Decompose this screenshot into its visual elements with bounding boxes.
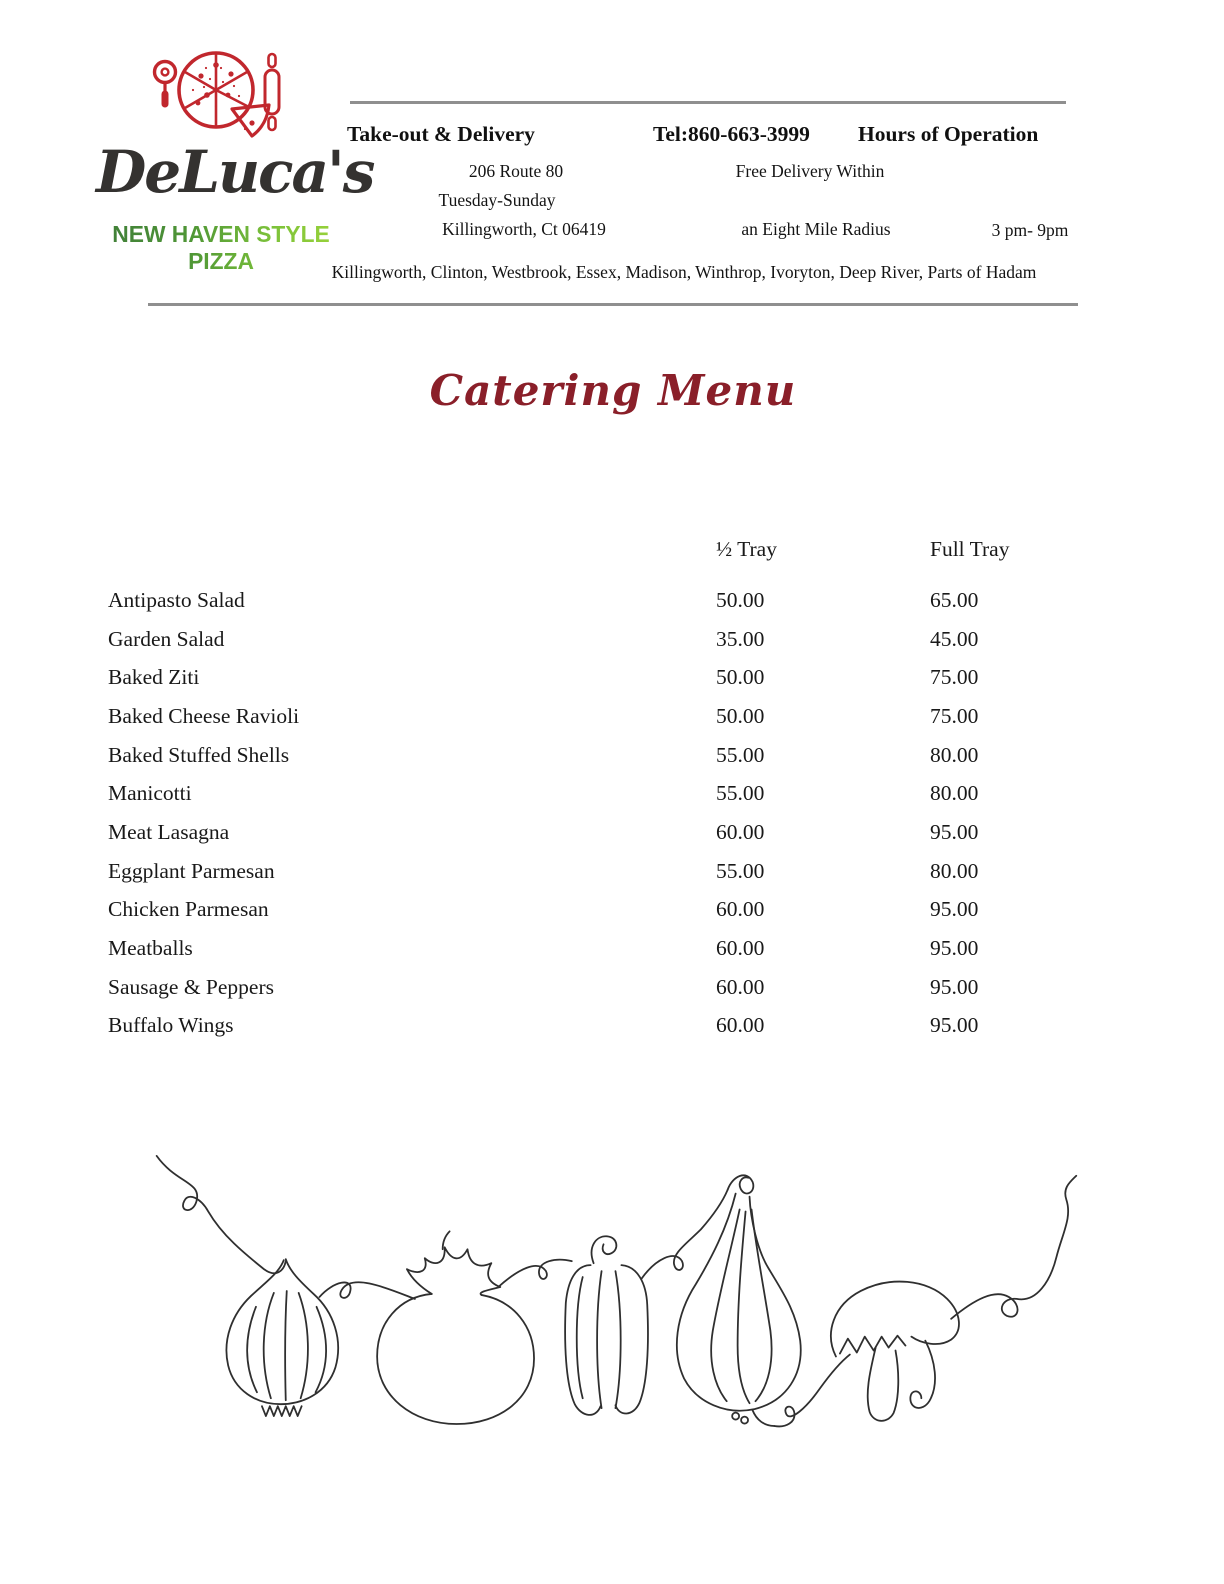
menu-item-name: Meatballs — [108, 936, 193, 961]
table-row — [108, 1007, 1024, 1046]
squiggle-pepper-onion — [641, 1190, 727, 1279]
bell-pepper-drawing — [565, 1236, 648, 1415]
table-row — [108, 968, 1024, 1007]
garlic-drawing — [226, 1259, 338, 1416]
brand-tagline: NEW HAVEN STYLE PIZZA — [94, 221, 348, 275]
table-row — [108, 852, 1024, 891]
mushroom-drawing — [831, 1282, 959, 1421]
menu-item-half-tray-price: 50.00 — [716, 587, 765, 612]
menu-item-full-tray-price: 45.00 — [930, 626, 979, 651]
onion-drawing — [677, 1175, 801, 1426]
menu-item-half-tray-price: 60.00 — [716, 1013, 765, 1038]
menu-item-half-tray-price: 55.00 — [716, 742, 765, 767]
table-header-row — [108, 533, 1024, 581]
table-row — [108, 891, 1024, 930]
menu-item-full-tray-price: 80.00 — [930, 781, 979, 806]
tomato-drawing — [377, 1231, 534, 1424]
table-row — [108, 736, 1024, 775]
table-row — [108, 581, 1024, 620]
menu-item-full-tray-price: 80.00 — [930, 858, 979, 883]
menu-item-half-tray-price: 50.00 — [716, 665, 765, 690]
menu-item-name: Baked Cheese Ravioli — [108, 703, 300, 728]
menu-item-full-tray-price: 80.00 — [930, 742, 979, 767]
page-title: Catering Menu — [429, 366, 797, 415]
menu-item-full-tray-price: 95.00 — [930, 819, 979, 844]
takeout-delivery-heading: Take-out & Delivery — [347, 122, 535, 146]
menu-item-name: Chicken Parmesan — [108, 897, 269, 922]
table-row — [108, 697, 1024, 736]
col-header-item — [108, 533, 716, 537]
table-row — [108, 620, 1024, 659]
service-area: Killingworth, Clinton, Westbrook, Essex, Madison, Winthrop, Ivoryton, Deep River, Parts of Hadam — [331, 262, 1037, 282]
menu-item-half-tray-price: 35.00 — [716, 626, 765, 651]
phone-number: Tel:860-663-3999 — [653, 122, 810, 146]
address-street: 206 Route 80 — [468, 161, 564, 181]
menu-item-full-tray-price: 65.00 — [930, 587, 979, 612]
pizza-cutter-icon — [155, 62, 176, 105]
menu-item-half-tray-price: 60.00 — [716, 819, 765, 844]
menu-item-name: Buffalo Wings — [108, 1013, 234, 1038]
hours-heading: Hours of Operation — [858, 122, 1039, 146]
menu-item-half-tray-price: 60.00 — [716, 897, 765, 922]
menu-item-name: Eggplant Parmesan — [108, 858, 275, 883]
squiggle-left — [157, 1156, 286, 1273]
menu-item-name: Garden Salad — [108, 626, 225, 651]
free-delivery-line1: Free Delivery Within — [735, 161, 885, 181]
days-open: Tuesday-Sunday — [438, 190, 556, 210]
menu-item-half-tray-price: 55.00 — [716, 781, 765, 806]
pizza-logo-icon — [146, 46, 286, 141]
pizza-icon — [179, 53, 269, 136]
menu-item-half-tray-price: 50.00 — [716, 703, 765, 728]
header-divider-top — [350, 101, 1066, 104]
menu-item-name: Manicotti — [108, 781, 192, 806]
menu-item-half-tray-price: 55.00 — [716, 858, 765, 883]
menu-item-full-tray-price: 95.00 — [930, 936, 979, 961]
menu-item-name: Meat Lasagna — [108, 819, 230, 844]
brand-name: DeLuca's — [96, 138, 374, 206]
table-row — [108, 929, 1024, 968]
squiggle-right — [951, 1176, 1076, 1319]
squiggle-tomato-pepper — [498, 1260, 571, 1287]
catering-table — [108, 533, 1024, 1045]
free-delivery-line2: an Eight Mile Radius — [741, 219, 891, 239]
table-row — [108, 658, 1024, 697]
menu-item-name: Baked Stuffed Shells — [108, 742, 290, 767]
menu-item-full-tray-price: 75.00 — [930, 703, 979, 728]
menu-item-name: Baked Ziti — [108, 665, 200, 690]
menu-item-full-tray-price: 95.00 — [930, 897, 979, 922]
menu-item-half-tray-price: 60.00 — [716, 936, 765, 961]
table-row — [108, 813, 1024, 852]
menu-item-name: Sausage & Peppers — [108, 974, 274, 999]
menu-item-full-tray-price: 95.00 — [930, 974, 979, 999]
address-city: Killingworth, Ct 06419 — [442, 219, 606, 239]
menu-item-full-tray-price: 75.00 — [930, 665, 979, 690]
hours-value: 3 pm- 9pm — [991, 220, 1069, 240]
menu-item-name: Antipasto Salad — [108, 587, 245, 612]
table-row — [108, 774, 1024, 813]
menu-item-half-tray-price: 60.00 — [716, 974, 765, 999]
col-header-full-tray: Full Tray — [930, 537, 1010, 561]
col-header-half-tray: ½ Tray — [716, 537, 777, 561]
menu-item-full-tray-price: 95.00 — [930, 1013, 979, 1038]
squiggle-garlic-tomato — [320, 1282, 415, 1299]
vegetable-line-art — [138, 1142, 1083, 1430]
header-divider-bottom — [148, 303, 1078, 306]
